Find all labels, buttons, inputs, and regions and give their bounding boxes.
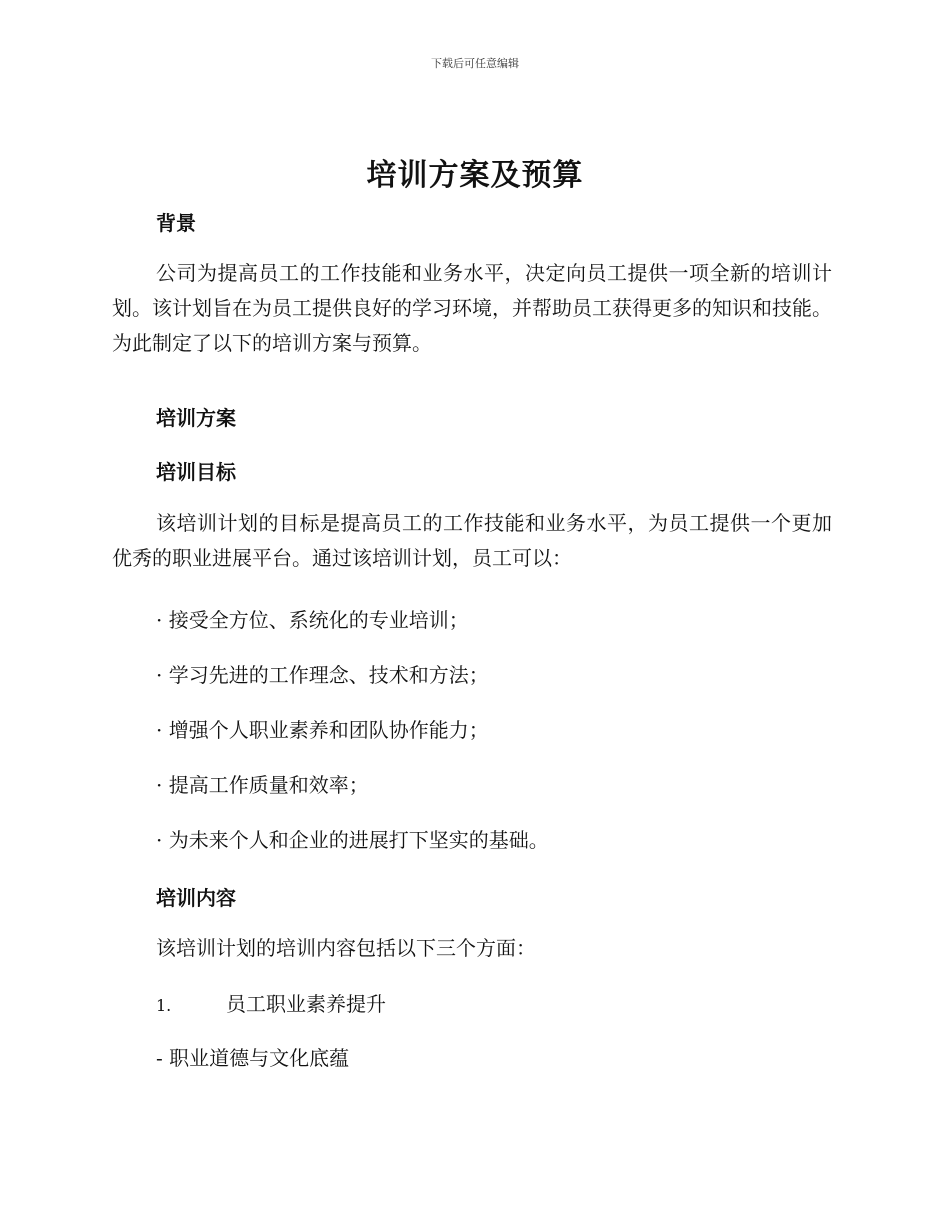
background-heading: 背景 [156, 211, 196, 235]
goal-paragraph: 该培训计划的目标是提高员工的工作技能和业务水平，为员工提供一个更加优秀的职业进展平台。通过该培训计划，员工可以： [112, 511, 832, 570]
content-intro: 该培训计划的培训内容包括以下三个方面： [156, 936, 536, 960]
page-title: 培训方案及预算 [366, 158, 584, 193]
list-item: · 提高工作质量和效率； [156, 773, 369, 797]
item-number: 1. [156, 996, 172, 1015]
background-paragraph: 公司为提高员工的工作技能和业务水平，决定向员工提供一项全新的培训计划。该计划旨在为员工提供良好的学习环境，并帮助员工获得更多的知识和技能。为此制定了以下的培训方案与预算。 [112, 261, 832, 355]
plan-heading: 培训方案 [156, 406, 236, 430]
numbered-item [156, 989, 386, 1021]
header-note: 下载后可任意编辑 [431, 57, 519, 70]
content-heading: 培训内容 [156, 886, 236, 910]
list-item: · 接受全方位、系统化的专业培训； [156, 608, 469, 632]
list-item: · 增强个人职业素养和团队协作能力； [156, 718, 489, 742]
list-item: · 为未来个人和企业的进展打下坚实的基础。 [156, 828, 549, 852]
list-item: · 学习先进的工作理念、技术和方法； [156, 663, 489, 687]
item-label: 员工职业素养提升 [226, 992, 386, 1016]
goal-heading: 培训目标 [156, 460, 236, 484]
sub-item: - 职业道德与文化底蕴 [156, 1046, 350, 1070]
